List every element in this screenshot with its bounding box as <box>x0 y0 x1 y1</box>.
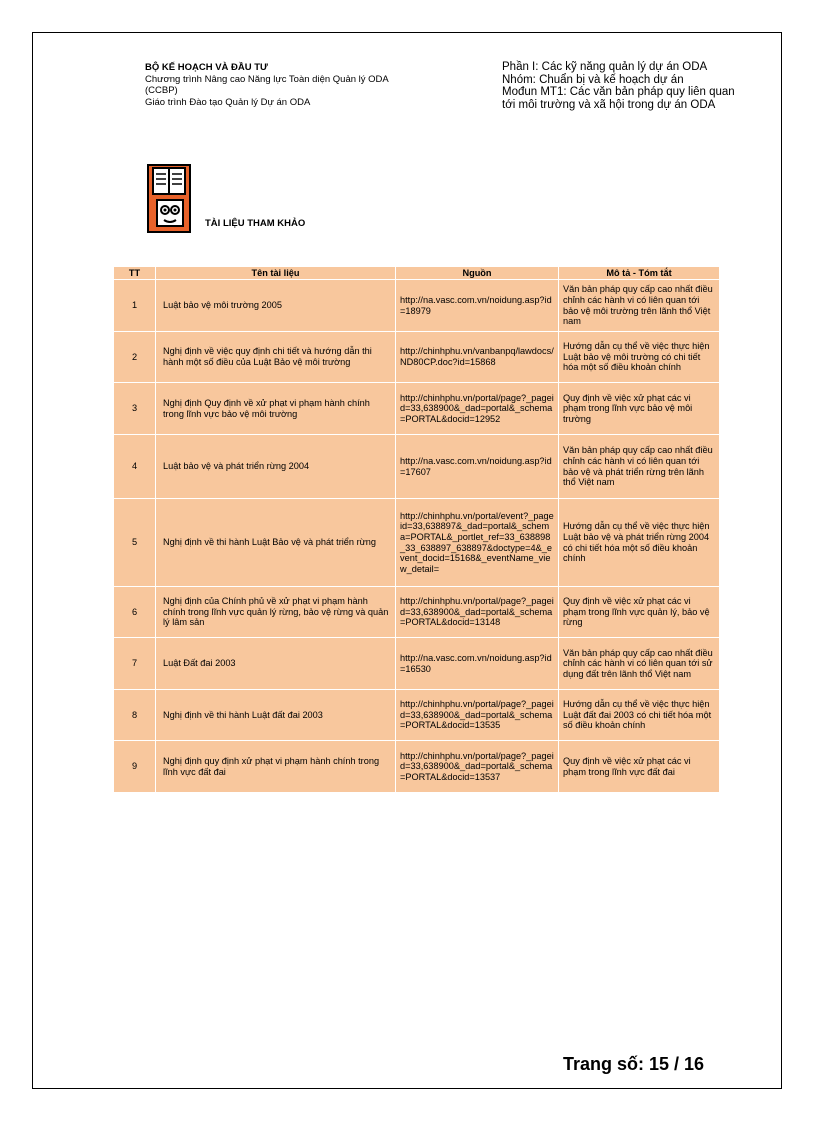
document-description: Hướng dẫn cụ thể về việc thực hiện Luật bảo vệ và phát triển rừng 2004 có chi tiết hóa một số điều khoản chính <box>559 499 720 587</box>
document-name: Nghị định về thi hành Luật Bảo vệ và phát triển rừng <box>156 499 396 587</box>
table-row <box>114 280 720 332</box>
row-number: 3 <box>114 383 156 435</box>
row-number: 6 <box>114 587 156 638</box>
document-source: http://chinhphu.vn/portal/event?_pageid=33,638897&_dad=portal&_schema=PORTAL&_portlet_ref=33_638898_33_638897_638897&doctype=4&_event_docid=15168&_eventName_view_detail= <box>396 499 559 587</box>
module-label: Mođun MT1: Các văn bản pháp quy liên quan tới môi trường và xã hội trong dự án ODA <box>502 86 735 111</box>
document-source: http://chinhphu.vn/portal/page?_pageid=33,638900&_dad=portal&_schema=PORTAL&docid=12952 <box>396 383 559 435</box>
document-description: Văn bản pháp quy cấp cao nhất điều chỉnh các hành vi có liên quan tới sử dụng đất trên lãnh thổ Việt nam <box>559 638 720 690</box>
document-source: http://chinhphu.vn/portal/page?_pageid=33,638900&_dad=portal&_schema=PORTAL&docid=13148 <box>396 587 559 638</box>
page-number: Trang số: 15 / 16 <box>563 1054 705 1074</box>
document-source: http://chinhphu.vn/portal/page?_pageid=33,638900&_dad=portal&_schema=PORTAL&docid=13535 <box>396 690 559 741</box>
col-header-name: Tên tài liệu <box>156 267 396 280</box>
document-name: Luật Đất đai 2003 <box>156 638 396 690</box>
document-name: Nghị định về thi hành Luật đất đai 2003 <box>156 690 396 741</box>
document-source: http://chinhphu.vn/portal/page?_pageid=33,638900&_dad=portal&_schema=PORTAL&docid=13537 <box>396 741 559 793</box>
document-name: Luật bảo vệ và phát triển rừng 2004 <box>156 435 396 499</box>
org-name: BỘ KẾ HOẠCH VÀ ĐẦU TƯ <box>145 62 268 73</box>
table-row <box>114 435 720 499</box>
table-row <box>114 499 720 587</box>
program-name: Chương trình Nâng cao Năng lực Toàn diện Quản lý ODA <box>145 73 389 85</box>
table-row <box>114 690 720 741</box>
row-number: 5 <box>114 499 156 587</box>
document-description: Quy định về việc xử phạt các vi phạm trong lĩnh vực quản lý, bảo vệ rừng <box>559 587 720 638</box>
document-description: Văn bản pháp quy cấp cao nhất điều chỉnh các hành vi có liên quan tới bảo vệ và phát triển rừng trên lãnh thổ Việt nam <box>559 435 720 499</box>
row-number: 9 <box>114 741 156 793</box>
document-source: http://na.vasc.com.vn/noidung.asp?id=18979 <box>396 280 559 332</box>
document-name: Nghị định về việc quy định chi tiết và hướng dẫn thi hành một số điều của Luật Bảo vệ môi trường <box>156 332 396 383</box>
row-number: 8 <box>114 690 156 741</box>
document-name: Luật bảo vệ môi trường 2005 <box>156 280 396 332</box>
document-description: Quy định về việc xử phạt các vi phạm trong lĩnh vực đất đai <box>559 741 720 793</box>
document-source: http://na.vasc.com.vn/noidung.asp?id=16530 <box>396 638 559 690</box>
section-title: TÀI LIỆU THAM KHẢO <box>205 218 306 229</box>
table-row <box>114 638 720 690</box>
header-right <box>502 61 742 111</box>
document-description: Quy định về việc xử phạt các vi phạm trong lĩnh vực bảo vệ môi trường <box>559 383 720 435</box>
table-row <box>114 587 720 638</box>
row-number: 4 <box>114 435 156 499</box>
document-description: Hướng dẫn cụ thể về việc thực hiện Luật đất đai 2003 có chi tiết hóa một số điều khoản chính <box>559 690 720 741</box>
part-label: Phần I: Các kỹ năng quản lý dự án ODA <box>502 61 708 73</box>
book-reader-icon <box>147 164 191 233</box>
document-source: http://na.vasc.com.vn/noidung.asp?id=17607 <box>396 435 559 499</box>
col-header-desc: Mô tả - Tóm tắt <box>559 267 720 280</box>
col-header-tt: TT <box>114 267 156 280</box>
header-left <box>145 62 445 108</box>
table-header-row <box>114 267 720 280</box>
document-source: http://chinhphu.vn/vanbanpq/lawdocs/ND80CP.doc?id=15868 <box>396 332 559 383</box>
table-row <box>114 741 720 793</box>
document-name: Nghị định quy định xử phạt vi phạm hành chính trong lĩnh vực đất đai <box>156 741 396 793</box>
row-number: 2 <box>114 332 156 383</box>
document-description: Hướng dẫn cụ thể về việc thực hiện Luật bảo vệ môi trường có chi tiết hóa một số điều khoản chính <box>559 332 720 383</box>
reference-table <box>113 266 720 793</box>
group-label: Nhóm: Chuẩn bị và kế hoạch dự án <box>502 73 684 86</box>
document-name: Nghị định của Chính phủ về xử phạt vi phạm hành chính trong lĩnh vực quản lý rừng, bảo vệ rừng và quản lý lâm sản <box>156 587 396 638</box>
table-row <box>114 383 720 435</box>
course-name: Giáo trình Đào tạo Quản lý Dự án ODA <box>145 96 311 108</box>
col-header-source: Nguồn <box>396 267 559 280</box>
table-row <box>114 332 720 383</box>
document-name: Nghị định Quy định về xử phạt vi phạm hành chính trong lĩnh vực bảo vệ môi trường <box>156 383 396 435</box>
row-number: 1 <box>114 280 156 332</box>
row-number: 7 <box>114 638 156 690</box>
document-description: Văn bản pháp quy cấp cao nhất điều chỉnh các hành vi có liên quan tới bảo vệ môi trường trên lãnh thổ Việt nam <box>559 280 720 332</box>
program-abbr: (CCBP) <box>145 85 178 96</box>
